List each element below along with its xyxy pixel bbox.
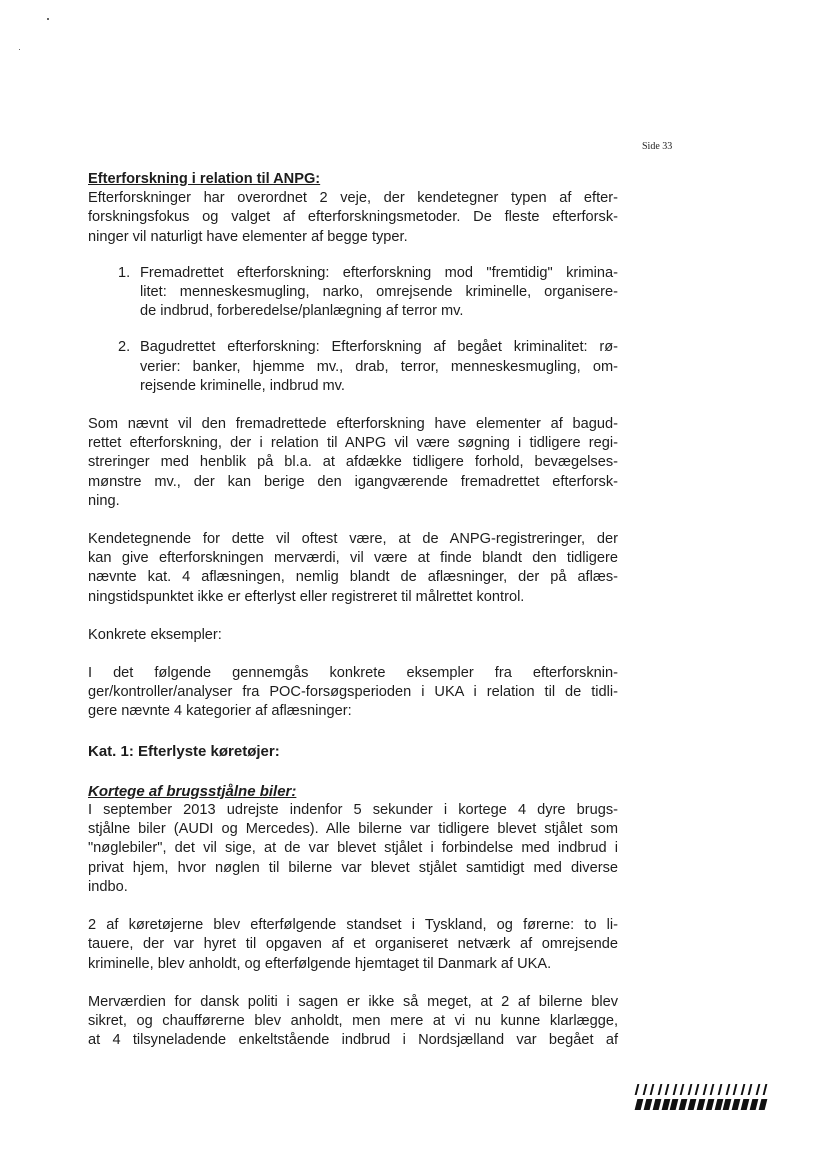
document-barcode (636, 1084, 766, 1110)
text-line: Merværdien for dansk politi i sagen er ikke så meget, at 2 af bilerne blev (88, 993, 618, 1010)
text-line: 2 af køretøjerne blev efterfølgende standset i Tyskland, og førerne: to li- (88, 917, 618, 934)
text-line: Kendetegnende for dette vil oftest være, at de ANPG-registreringer, der (88, 531, 618, 548)
text-line: litet: menneskesmugling, narko, omrejsende kriminelle, organisere- (140, 284, 618, 301)
text-line: indbo. (88, 878, 128, 895)
category-heading: Kat. 1: Efterlyste køretøjer: (88, 742, 280, 760)
text-line: ninger vil naturligt have elementer af begge typer. (88, 228, 408, 245)
paragraph: Konkrete eksempler: (88, 626, 222, 643)
text-line: Som nævnt vil den fremadrettede efterforskning have elementer af bagud- (88, 416, 618, 433)
paragraph (88, 664, 618, 722)
text-line: de indbrud, forberedelse/planlægning af terror mv. (140, 303, 464, 320)
text-line: ger/kontroller/analyser fra POC-forsøgsperioden i UKA i relation til de tidli- (88, 684, 618, 701)
text-line: "nøglebiler", det vil sige, at de var blevet stjålet i forbindelse med indbrud i (88, 840, 618, 857)
text-line: ningstidspunktet ikke er efterlyst eller registreret til målrettet kontrol. (88, 588, 525, 605)
text-line: ning. (88, 492, 120, 509)
paragraph (88, 530, 618, 607)
text-line: tauere, der var hyret til opgaven af et organiseret netværk af omrejsende (88, 936, 618, 953)
text-line: nævnte kat. 4 aflæsningen, nemlig blandt de aflæsninger, der på aflæs- (88, 569, 618, 586)
text-line: stjålne biler (AUDI og Mercedes). Alle bilerne var tidligere blevet stjålet som (88, 821, 618, 838)
text-line: forskningsfokus og valget af efterforskningsmetoder. De fleste efterforsk- (88, 209, 618, 226)
text-line: mønstre mv., der kan berige den igangværende fremadrettet efterforsk- (88, 473, 618, 490)
scan-speck (47, 18, 49, 20)
paragraph (88, 916, 618, 974)
sub-heading: Kortege af brugsstjålne biler: (88, 782, 297, 800)
list-item (88, 338, 618, 396)
numbered-list (88, 264, 618, 396)
paragraph (88, 801, 618, 897)
text-line: rejsende kriminelle, indbrud mv. (140, 377, 345, 394)
text-line: kan give efterforskningen merværdi, vil være at finde blandt den tidligere (88, 550, 618, 567)
text-line: verier: banker, hjemme mv., drab, terror, menneskesmugling, om- (140, 358, 618, 375)
paragraph (88, 993, 618, 1051)
barcode-row-bottom (636, 1099, 766, 1110)
list-item (88, 264, 618, 322)
text-line: kriminelle, blev anholdt, og efterfølgende hjemtaget til Danmark af UKA. (88, 955, 552, 972)
text-line: I september 2013 udrejste indenfor 5 sekunder i kortege 4 dyre brugs- (88, 802, 618, 819)
text-line: I det følgende gennemgås konkrete eksempler fra efterforsknin- (88, 665, 618, 682)
intro-paragraph (88, 189, 618, 247)
text-line: Efterforskninger har overordnet 2 veje, der kendetegner typen af efter- (88, 190, 618, 207)
text-line: privat hjem, hvor nøglen til bilerne var blevet stjålet samtidigt med diverse (88, 859, 618, 876)
text-line: Bagudrettet efterforskning: Efterforskning af begået kriminalitet: rø- (140, 339, 618, 356)
text-line: Fremadrettet efterforskning: efterforskning mod "fremtidig" krimina- (140, 264, 618, 281)
text-line: gere nævnte 4 kategorier af aflæsninger: (88, 703, 352, 720)
text-line: streringer med henblik på bl.a. at afdække tidligere forhold, bevægelses- (88, 454, 618, 471)
list-number: 2. (118, 339, 131, 356)
paragraph (88, 415, 618, 511)
list-number: 1. (118, 264, 131, 281)
page-number: Side 33 (642, 141, 673, 152)
section-heading: Efterforskning i relation til ANPG: (88, 171, 321, 187)
text-line: sikret, og chaufførerne blev anholdt, men mere at vi nu kunne klarlægge, (88, 1012, 618, 1029)
text-line: at 4 tilsyneladende enkeltstående indbrud i Nordsjælland var begået af (88, 1032, 618, 1049)
scan-speck (19, 49, 20, 50)
text-line: rettet efterforskning, der i relation til ANPG vil være søgning i tidligere regi- (88, 435, 618, 452)
document-body (88, 170, 618, 1050)
barcode-row-top (636, 1084, 766, 1095)
